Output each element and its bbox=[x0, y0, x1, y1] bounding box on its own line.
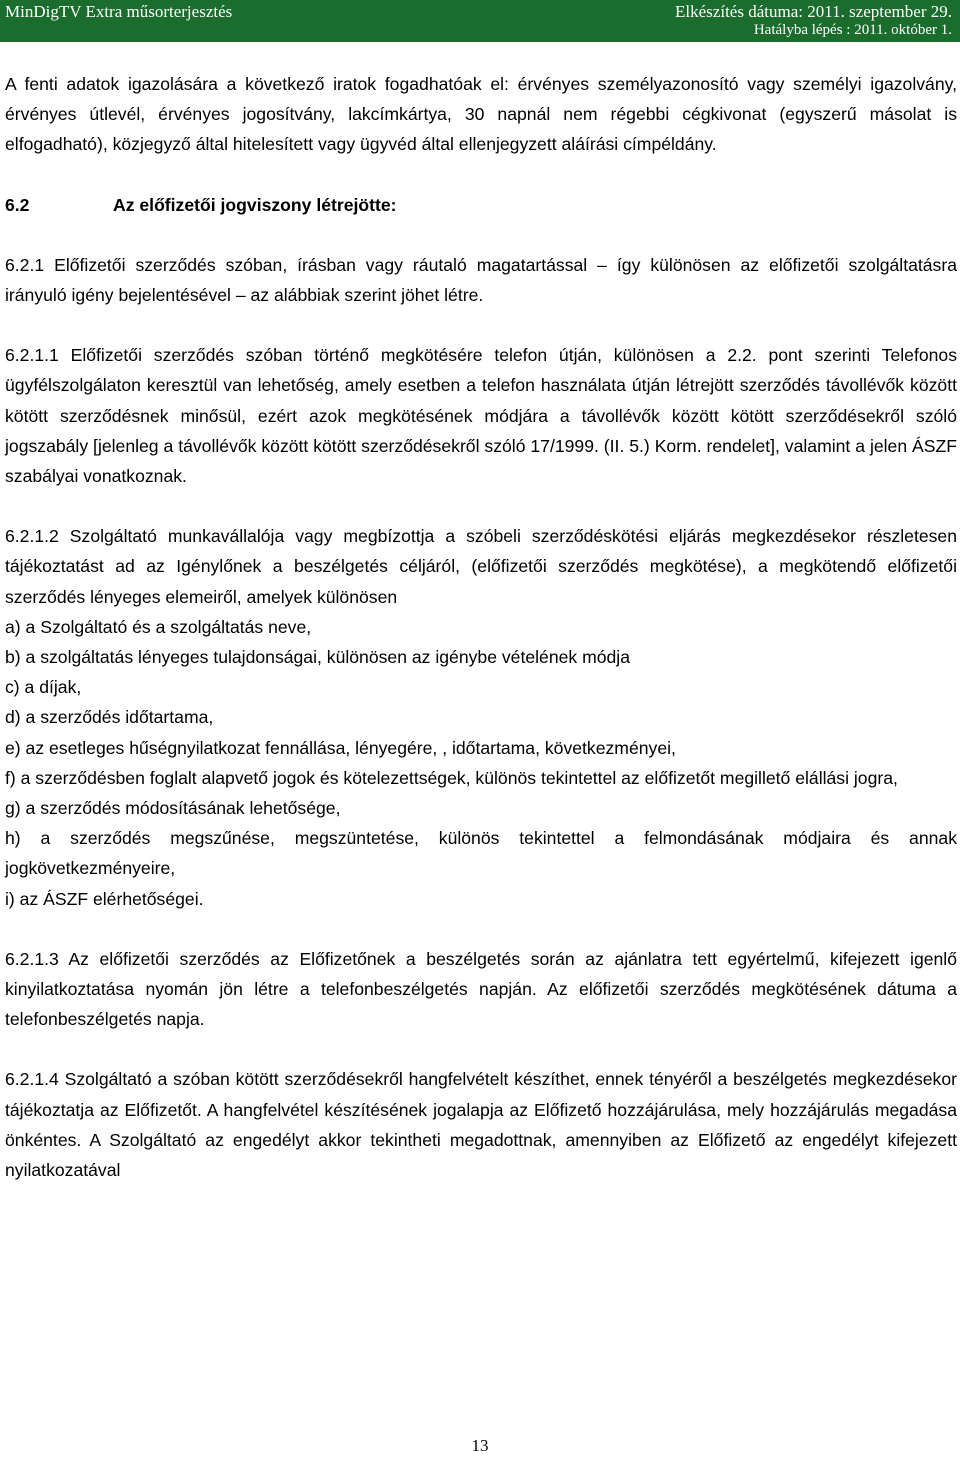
document-title: MinDigTV Extra műsorterjesztés bbox=[5, 2, 233, 21]
list-item: g) a szerződés módosításának lehetősége, bbox=[5, 798, 341, 819]
list-item: a) a Szolgáltató és a szolgáltatás neve, bbox=[5, 616, 312, 637]
section-number: 6.2 bbox=[5, 194, 30, 215]
effective-date: Hatályba lépés : 2011. október 1. bbox=[753, 22, 952, 38]
list-item: i) az ÁSZF elérhetőségei. bbox=[5, 888, 204, 909]
list-item: e) az esetleges hűségnyilatkozat fennállása, lényegére, , időtartama, következményei, bbox=[5, 737, 676, 758]
list-item: f) a szerződésben foglalt alapvető jogok és kötelezettségek, különös tekintettel az előfizetőt megillető elállási jogra, bbox=[5, 767, 898, 788]
header-dates bbox=[675, 2, 952, 40]
list-item: c) a díjak, bbox=[5, 677, 82, 698]
paragraph-6-2-1: 6.2.1 Előfizetői szerződés szóban, írásban vagy ráutaló magatartással – így különösen az előfizetői szolgáltatásra irányuló igény bejelentésével – az alábbiak szerint jöhet létre. bbox=[5, 254, 957, 306]
intro-paragraph: A fenti adatok igazolására a következő iratok fogadhatóak el: érvényes személyazonosító vagy személyi igazolvány, érvényes útlevél, érvényes jogosítvány, lakcímkártya, 30 napnál nem régebbi cégkivonat (egyszerű másolat is elfogadható), közjegyző által hitelesített vagy ügyvéd által ellenjegyzett aláírási címpéldány. bbox=[5, 74, 957, 155]
page-number: 13 bbox=[471, 1436, 489, 1455]
paragraph-6-2-1-4: 6.2.1.4 Szolgáltató a szóban kötött szerződésekről hangfelvételt készíthet, ennek tényéről a beszélgetés megkezdésekor tájékoztatja az Előfizetőt. A hangfelvétel készítésének jogalapja az Előfizető hozzájárulása, mely hozzájárulás megadása önkéntes. A Szolgáltató az engedélyt akkor tekintheti megadottnak, amennyiben az Előfizető az engedélyt kifejezett nyilatkozatával bbox=[5, 1069, 957, 1181]
page-header bbox=[0, 0, 960, 42]
creation-date: Elkészítés dátuma: 2011. szeptember 29. bbox=[675, 2, 952, 21]
section-title: Az előfizetői jogviszony létrejötte: bbox=[113, 194, 397, 215]
document-body bbox=[5, 69, 957, 1215]
requirements-list bbox=[5, 612, 957, 914]
paragraph-6-2-1-3: 6.2.1.3 Az előfizetői szerződés az Előfizetőnek a beszélgetés során az ajánlatra tett egyértelmű, kifejezett igenlő kinyilatkoztatása nyomán jön létre a telefonbeszélgetés napján. Az előfizetői szerződés megkötésének dátuma a telefonbeszélgetés napja. bbox=[5, 948, 957, 1030]
paragraph-6-2-1-1: 6.2.1.1 Előfizetői szerződés szóban történő megkötésére telefon útján, különösen a 2.2. pont szerinti Telefonos ügyfélszolgálaton keresztül van lehetőség, amely esetben a telefon használata útján létrejött szerződés távollévők között kötött szerződésnek minősül, ezért azok megkötésének módjára a távollévők között kötött szerződésekről szóló jogszabály [jelenleg a távollévők között kötött szerződésekről szóló 17/1999. (II. 5.) Korm. rendelet], valamint a jelen ÁSZF szabályai vonatkoznak. bbox=[5, 345, 957, 487]
list-item: d) a szerződés időtartama, bbox=[5, 707, 214, 728]
section-heading bbox=[5, 190, 957, 220]
list-item: h) a szerződés megszűnése, megszüntetése, különös tekintettel a felmondásának módjaira és annak jogkövetkezményeire, bbox=[5, 828, 957, 879]
paragraph-6-2-1-2: 6.2.1.2 Szolgáltató munkavállalója vagy megbízottja a szóbeli szerződéskötési eljárás megkezdésekor részletesen tájékoztatást ad az Igénylőnek a beszélgetés céljáról, (előfizetői szerződés megkötése), a megkötendő előfizetői szerződés lényeges elemeiről, amelyek különösen bbox=[5, 526, 957, 607]
list-item: b) a szolgáltatás lényeges tulajdonságai, különösen az igénybe vételének módja bbox=[5, 647, 630, 668]
